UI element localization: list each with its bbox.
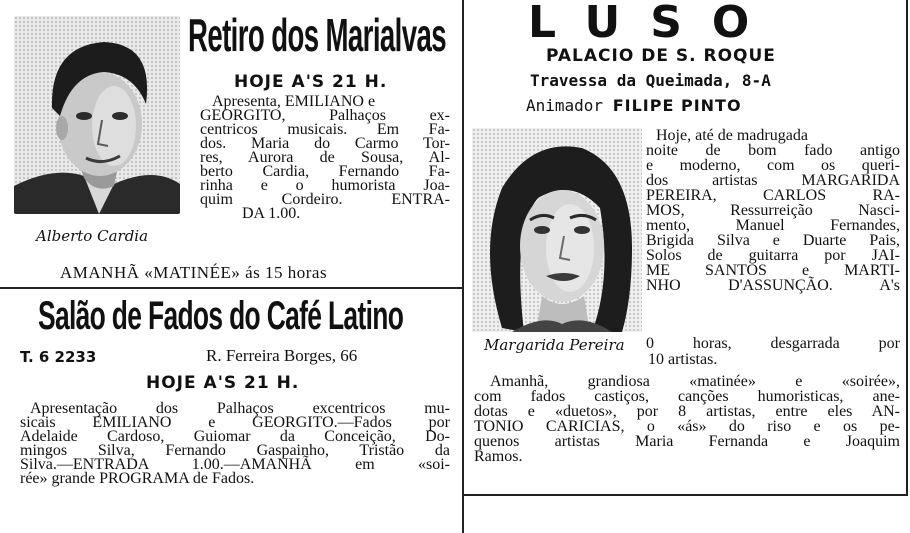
body-line: Amanhã, grandiosa «matinée» e «soirée», [490, 373, 900, 390]
luso-caption-line: 0 horas, desgarrada por [646, 335, 900, 352]
host-label: Animador [526, 96, 604, 115]
body-line: NHO D'ASSUNÇÃO. A's [646, 277, 900, 294]
body-line: Brigida Silva e Duarte Pais, [646, 232, 900, 249]
latino-body [20, 402, 450, 486]
body-line: Solos de guitarra por JAI- [646, 247, 900, 264]
body-line: Ramos. [474, 448, 523, 465]
body-line: quim Cordeiro. ENTRA- [200, 191, 450, 208]
luso-venue: PALACIO DE S. ROQUE [546, 46, 776, 66]
body-line: e moderno, com os queri- [646, 157, 900, 174]
body-line: Apresentação dos Palhaços excentricos mu- [30, 400, 450, 417]
luso-host [526, 96, 742, 115]
luso-bottom-text [474, 374, 900, 464]
body-line: berto Cardia, Fernando Fa- [200, 163, 450, 180]
luso-artists-line: 10 artistas. [648, 351, 718, 368]
luso-photo-caption: Margarida Pereira [484, 336, 625, 354]
body-line: res, Aurora de Sousa, Al- [200, 149, 450, 166]
body-line: TONIO CARICIAS, o «ás» do riso e os pe- [474, 418, 900, 435]
body-line: rée» grande PROGRAMA de Fados. [20, 470, 255, 487]
latino-time: HOJE A'S 21 H. [146, 373, 300, 393]
luso-title: LUSO [528, 0, 780, 48]
body-line: PEREIRA, CARLOS RA- [646, 187, 900, 204]
latino-title: Salão de Fados do Café Latino [38, 294, 404, 338]
body-line: quenos artistas Maria Fernanda e Joaquim [474, 433, 900, 450]
body-line: Adelaide Cardoso, Guiomar da Conceição, Do- [20, 428, 450, 445]
marialvas-footer: AMANHÃ «MATINÉE» ás 15 horas [60, 263, 328, 282]
body-line: DA 1.00. [242, 205, 301, 222]
bottom-rule [462, 494, 908, 496]
body-line: MOS, Ressurreição Nasci- [646, 202, 900, 219]
latino-address: R. Ferreira Borges, 66 [206, 346, 358, 365]
body-line: mento, Manuel Fernandes, [646, 217, 900, 234]
marialvas-title: Retiro dos Marialvas [188, 9, 446, 61]
marialvas-time: HOJE A'S 21 H. [234, 72, 388, 92]
body-line: dotas e «duetos», por 8 artistas, entre eles AN- [474, 403, 900, 420]
body-line: rinha e o humorista Joa- [200, 177, 450, 194]
marialvas-photo-caption: Alberto Cardia [36, 227, 149, 245]
body-line: Silva.—ENTRADA 1.00.—AMANHÃ em «soi- [20, 456, 450, 473]
body-line: mingos Silva, Fernando Gaspainho, Tristão da [20, 442, 450, 459]
body-line: GEORGITO, Palhaços ex- [200, 107, 450, 124]
body-line: Hoje, até de madrugada [656, 127, 808, 144]
section-divider [0, 287, 462, 289]
column-divider [462, 0, 464, 533]
latino-phone: T. 6 2233 [20, 348, 97, 366]
margarida-pereira-photo [472, 128, 642, 332]
body-line: dos. Maria do Carmo Tor- [200, 135, 450, 152]
body-line: com fados castiços, canções humoristicas, ane- [474, 388, 900, 405]
body-line: sicais EMILIANO e GEORGITO.—Fados por [20, 414, 450, 431]
host-name: FILIPE PINTO [612, 96, 742, 115]
marialvas-body [200, 95, 450, 221]
body-line: dos artistas MARGARIDA [646, 172, 900, 189]
alberto-cardia-photo [14, 16, 180, 214]
body-line: noite de bom fado antigo [646, 142, 900, 159]
luso-side-text [646, 128, 900, 293]
body-line: Apresenta, EMILIANO e [212, 93, 376, 110]
body-line: centricos musicais. Em Fa- [200, 121, 450, 138]
right-border [906, 0, 908, 496]
luso-street: Travessa da Queimada, 8-A [530, 71, 771, 90]
body-line: ME SANTOS e MARTI- [646, 262, 900, 279]
